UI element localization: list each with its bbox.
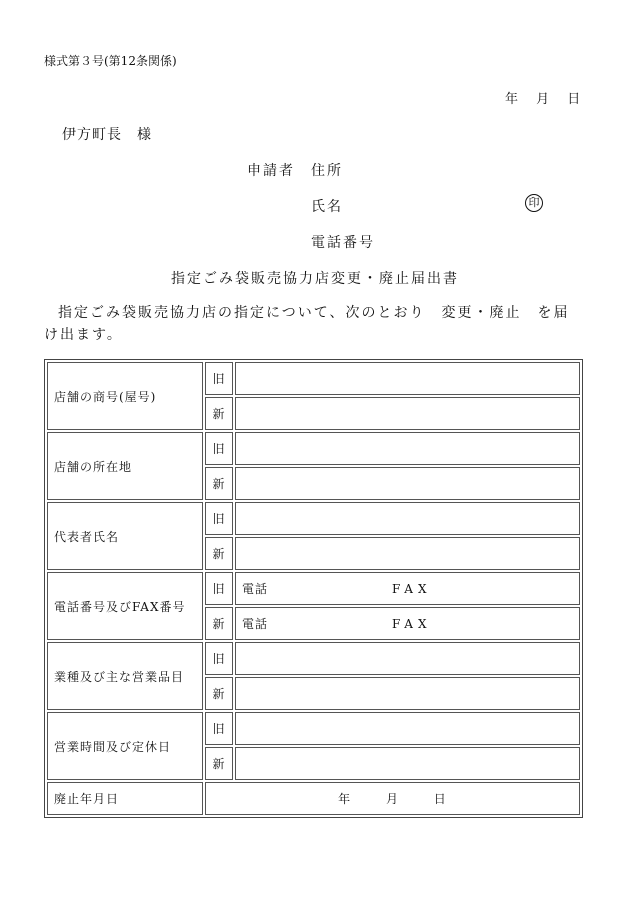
old-phone-fax-field[interactable] bbox=[235, 572, 580, 605]
row-label: 店舗の所在地 bbox=[47, 432, 203, 500]
table-row bbox=[47, 502, 580, 535]
applicant-phone-label: 電話番号 bbox=[311, 235, 375, 251]
applicant-address-label: 住所 bbox=[311, 163, 343, 179]
phone-prefix: 電話 bbox=[242, 582, 269, 596]
row-label: 業種及び主な営業品目 bbox=[47, 642, 203, 710]
old-value-field[interactable] bbox=[235, 502, 580, 535]
table-row bbox=[47, 362, 580, 395]
abolition-date-label: 廃止年月日 bbox=[47, 782, 203, 815]
document-title: 指定ごみ袋販売協力店変更・廃止届出書 bbox=[171, 271, 459, 287]
row-label: 電話番号及びFAX番号 bbox=[47, 572, 203, 640]
phone-prefix: 電話 bbox=[242, 617, 269, 631]
table-row bbox=[47, 432, 580, 465]
new-value-field[interactable] bbox=[235, 677, 580, 710]
table-row bbox=[47, 712, 580, 745]
new-label: 新 bbox=[205, 677, 233, 710]
row-label: 店舗の商号(屋号) bbox=[47, 362, 203, 430]
new-value-field[interactable] bbox=[235, 397, 580, 430]
form-number: 様式第３号(第12条関係) bbox=[44, 54, 177, 68]
fax-label: FAX bbox=[392, 582, 432, 596]
addressee: 伊方町長 様 bbox=[62, 127, 152, 143]
old-label: 旧 bbox=[205, 432, 233, 465]
old-label: 旧 bbox=[205, 712, 233, 745]
applicant-name-label: 氏名 bbox=[311, 199, 343, 215]
new-value-field[interactable] bbox=[235, 467, 580, 500]
new-label: 新 bbox=[205, 397, 233, 430]
new-label: 新 bbox=[205, 607, 233, 640]
fax-label: FAX bbox=[392, 617, 432, 631]
applicant-label: 申請者 bbox=[247, 163, 295, 179]
old-value-field[interactable] bbox=[235, 712, 580, 745]
old-value-field[interactable] bbox=[235, 362, 580, 395]
body-text: 指定ごみ袋販売協力店の指定について、次のとおり 変更・廃止 を届け出ます。 bbox=[44, 305, 570, 343]
new-phone-fax-field[interactable] bbox=[235, 607, 580, 640]
table-row bbox=[47, 782, 580, 815]
old-label: 旧 bbox=[205, 502, 233, 535]
abolition-date-field[interactable]: 年 月 日 bbox=[205, 782, 580, 815]
new-value-field[interactable] bbox=[235, 747, 580, 780]
row-label: 営業時間及び定休日 bbox=[47, 712, 203, 780]
new-label: 新 bbox=[205, 537, 233, 570]
old-label: 旧 bbox=[205, 642, 233, 675]
new-label: 新 bbox=[205, 747, 233, 780]
new-label: 新 bbox=[205, 467, 233, 500]
old-value-field[interactable] bbox=[235, 432, 580, 465]
submission-date: 年 月 日 bbox=[505, 92, 581, 107]
notification-table bbox=[44, 359, 583, 818]
table-row bbox=[47, 572, 580, 605]
old-label: 旧 bbox=[205, 572, 233, 605]
seal-mark: 印 bbox=[525, 194, 543, 212]
old-label: 旧 bbox=[205, 362, 233, 395]
old-value-field[interactable] bbox=[235, 642, 580, 675]
new-value-field[interactable] bbox=[235, 537, 580, 570]
table-row bbox=[47, 642, 580, 675]
row-label: 代表者氏名 bbox=[47, 502, 203, 570]
